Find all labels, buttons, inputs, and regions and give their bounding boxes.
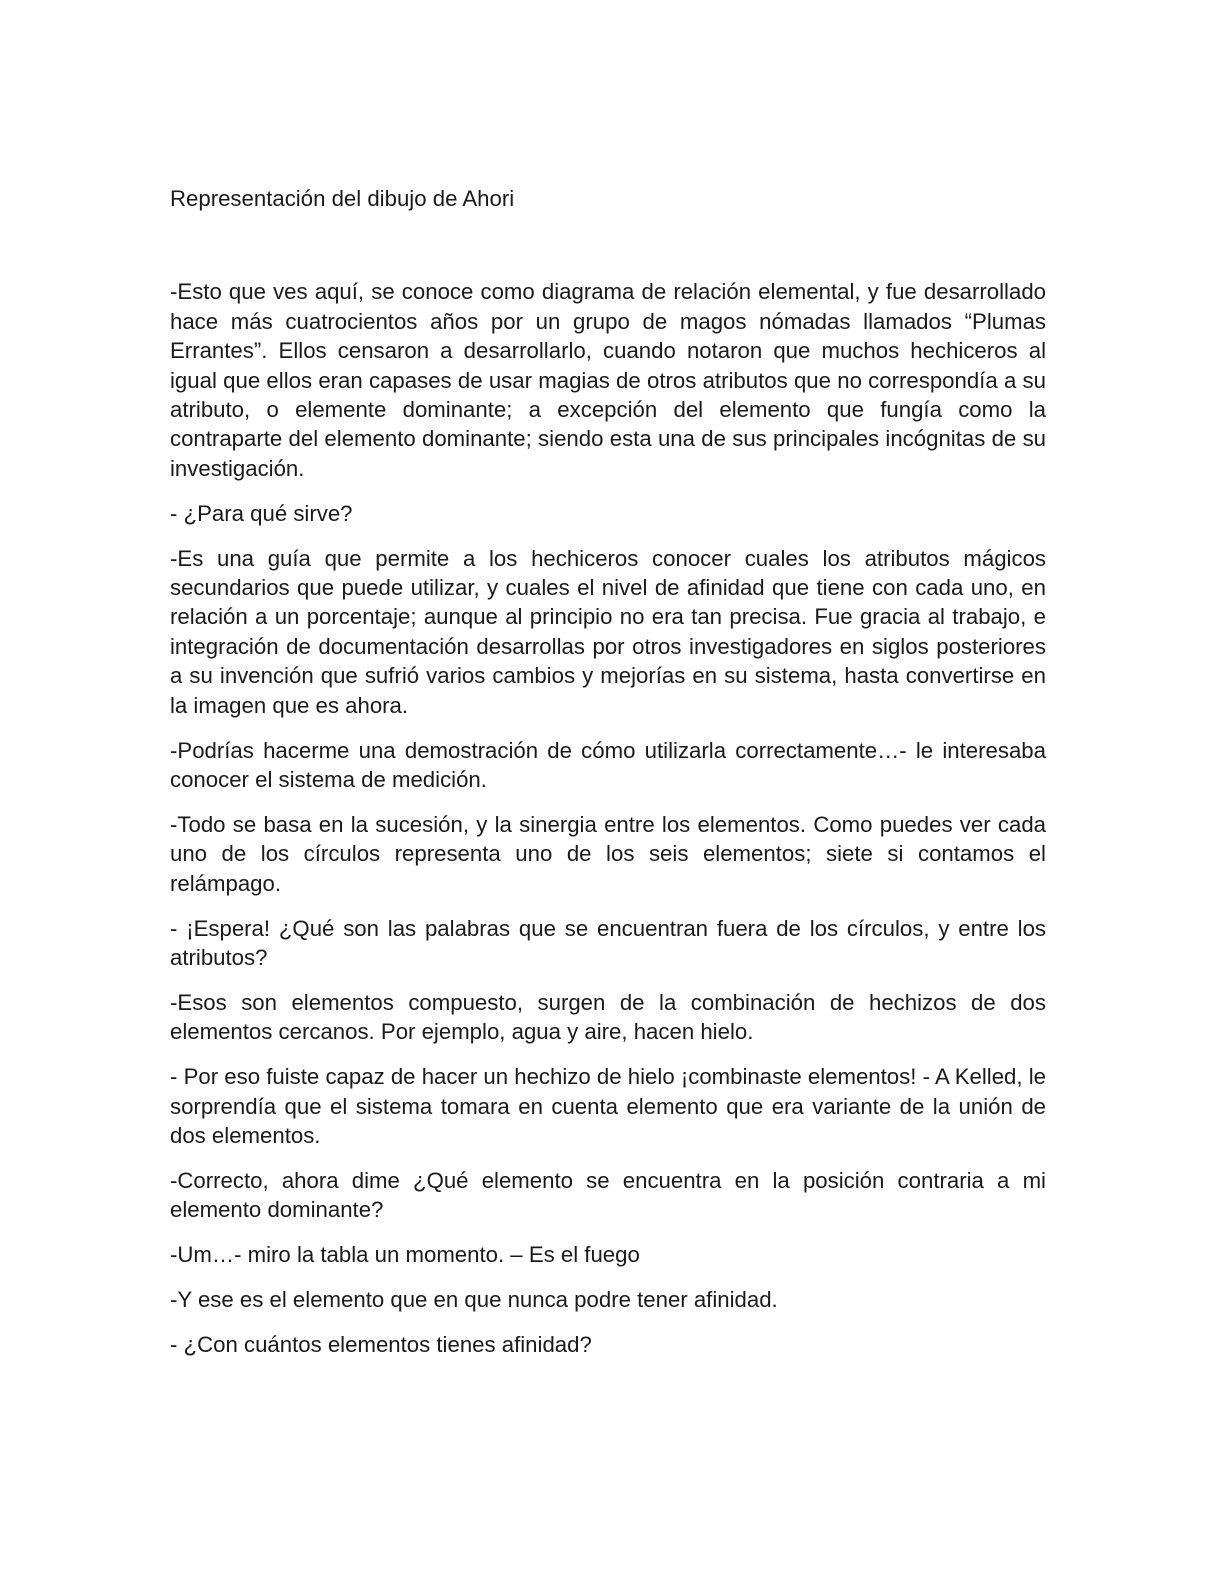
paragraph-intro: -Esto que ves aquí, se conoce como diagrama de relación elemental, y fue desarrollado hace más cuatrocientos años por un grupo de magos nómadas llamados “Plumas Errantes”. Ellos censaron a desarrollarlo, cuando notaron que muchos hechiceros al igual que ellos eran capases de usar magias de otros atributos que no correspondía a su atributo, o elemente dominante; a excepción del elemento que fungía como la contraparte del elemento dominante; siendo esta una de sus principales incógnitas de su investigación. — [170, 279, 1046, 481]
paragraph-guide-explanation: -Es una guía que permite a los hechiceros conocer cuales los atributos mágicos secundarios que puede utilizar, y cuales el nivel de afinidad que tiene con cada uno, en relación a un porcentaje; aunque al principio no era tan precisa. Fue gracia al trabajo, e integración de documentación desarrollas por otros investigadores en siglos posteriores a su invención que sufrió varios cambios y mejorías en su sistema, hasta convertirse en la imagen que es ahora. — [170, 545, 1046, 718]
paragraph-wait-question: - ¡Espera! ¿Qué son las palabras que se encuentran fuera de los círculos, y entre los atributos? — [170, 915, 1046, 971]
document-title: Representación del dibujo de Ahori — [170, 186, 515, 211]
paragraph-succession: -Todo se basa en la sucesión, y la sinergia entre los elementos. Como puedes ver cada uno de los círculos representa uno de los seis elementos; siete si contamos el relámpago. — [170, 811, 1046, 896]
paragraph-question-purpose: - ¿Para qué sirve? — [170, 500, 353, 526]
paragraph-compound-elements: -Esos son elementos compuesto, surgen de la combinación de hechizos de dos elementos cercanos. Por ejemplo, agua y aire, hacen hielo. — [170, 989, 1046, 1045]
paragraph-affinity-question: - ¿Con cuántos elementos tienes afinidad? — [170, 1332, 592, 1358]
paragraph-ice-spell: - Por eso fuiste capaz de hacer un hechizo de hielo ¡combinaste elementos! - A Kelled, le sorprendía que el sistema tomara en cuenta elemento que era variante de la unión de dos elementos. — [170, 1064, 1046, 1149]
paragraph-fire-answer: -Um…- miro la tabla un momento. – Es el fuego — [170, 1242, 640, 1268]
paragraph-demonstration-request: -Podrías hacerme una demostración de cómo utilizarla correctamente…- le interesaba conocer el sistema de medición. — [170, 737, 1046, 792]
paragraph-opposite-element: -Correcto, ahora dime ¿Qué elemento se encuentra en la posición contraria a mi elemento dominante? — [170, 1167, 1046, 1223]
document-body — [170, 184, 1046, 1375]
paragraph-no-affinity: -Y ese es el elemento que en que nunca podre tener afinidad. — [170, 1287, 778, 1313]
